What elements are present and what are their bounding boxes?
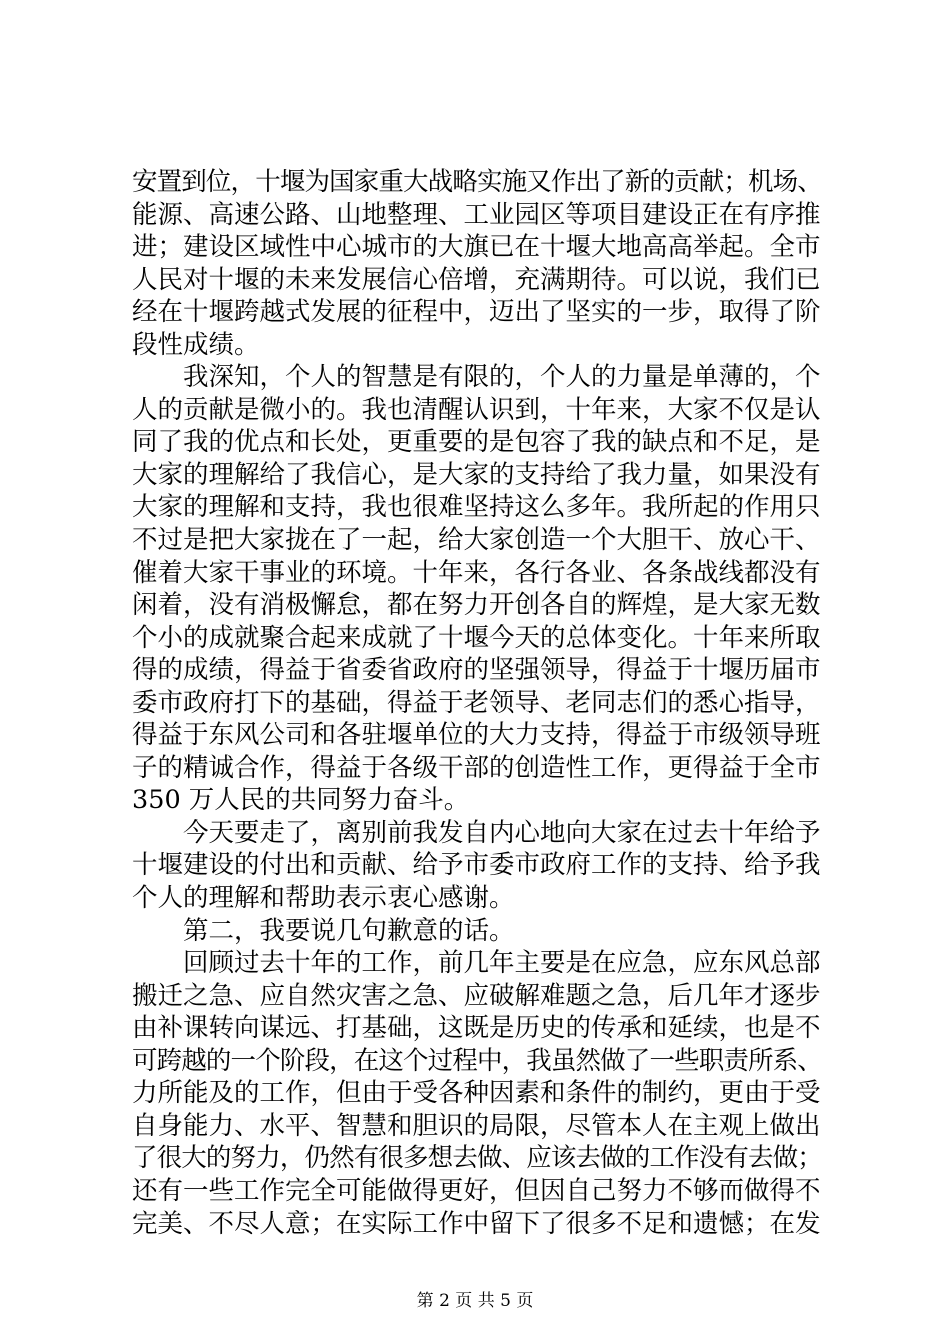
text-line: 闲着，没有消极懈怠，都在努力开创各自的辉煌，是大家无数 [132,590,821,621]
text-line: 第二，我要说几句歉意的话。 [183,915,515,946]
text-line: 了很大的努力，仍然有很多想去做、应该去做的工作没有去做； [132,1143,822,1174]
text-line: 回顾过去十年的工作，前几年主要是在应急，应东风总部 [183,948,821,979]
text-line: 我深知，个人的智慧是有限的，个人的力量是单薄的，个 [183,362,821,393]
text-line: 十堰建设的付出和贡献、给予市委市政府工作的支持、给予我 [132,850,821,881]
text-line: 催着大家干事业的环境。十年来，各行各业、各条战线都没有 [132,557,821,588]
text-line: 人民对十堰的未来发展信心倍增，充满期待。可以说，我们已 [132,264,821,295]
text-line: 今天要走了，离别前我发自内心地向大家在过去十年给予 [183,817,821,848]
text-line: 350 万人民的共同努力奋斗。 [132,785,470,816]
text-line: 可跨越的一个阶段，在这个过程中，我虽然做了一些职责所系、 [132,1045,822,1076]
text-line: 进；建设区域性中心城市的大旗已在十堰大地高高举起。全市 [132,232,821,263]
text-line: 由补课转向谋远、打基础，这既是历史的传承和延续，也是不 [132,1013,821,1044]
text-line: 大家的理解给了我信心，是大家的支持给了我力量，如果没有 [132,459,821,490]
text-line: 个人的理解和帮助表示衷心感谢。 [132,883,515,914]
text-line: 段性成绩。 [132,329,260,360]
page-number-footer: 第 2 页 共 5 页 [416,1291,534,1311]
text-line: 大家的理解和支持，我也很难坚持这么多年。我所起的作用只 [132,492,821,523]
text-line: 不过是把大家拢在了一起，给大家创造一个大胆干、放心干、 [132,525,821,556]
text-line: 安置到位，十堰为国家重大战略实施又作出了新的贡献；机场、 [132,167,822,197]
text-line: 还有一些工作完全可能做得更好，但因自己努力不够而做得不 [132,1175,821,1206]
text-line: 自身能力、水平、智慧和胆识的局限，尽管本人在主观上做出 [132,1110,821,1141]
text-line: 完美、不尽人意；在实际工作中留下了很多不足和遗憾；在发 [132,1208,821,1239]
text-line: 同了我的优点和长处，更重要的是包容了我的缺点和不足，是 [132,427,821,458]
document-body [132,166,822,1240]
text-line: 委市政府打下的基础，得益于老领导、老同志们的悉心指导， [132,687,821,718]
text-line: 子的精诚合作，得益于各级干部的创造性工作，更得益于全市 [132,752,821,783]
text-line: 个小的成就聚合起来成就了十堰今天的总体变化。十年来所取 [132,622,821,653]
text-line: 经在十堰跨越式发展的征程中，迈出了坚实的一步，取得了阶 [132,297,821,328]
text-line: 搬迁之急、应自然灾害之急、应破解难题之急，后几年才逐步 [132,980,821,1011]
text-line: 得的成绩，得益于省委省政府的坚强领导，得益于十堰历届市 [132,655,821,686]
text-line: 力所能及的工作，但由于受各种因素和条件的制约，更由于受 [132,1078,821,1109]
text-line: 能源、高速公路、山地整理、工业园区等项目建设正在有序推 [132,199,821,230]
text-line: 人的贡献是微小的。我也清醒认识到，十年来，大家不仅是认 [132,394,821,425]
text-line: 得益于东风公司和各驻堰单位的大力支持，得益于市级领导班 [132,720,821,751]
